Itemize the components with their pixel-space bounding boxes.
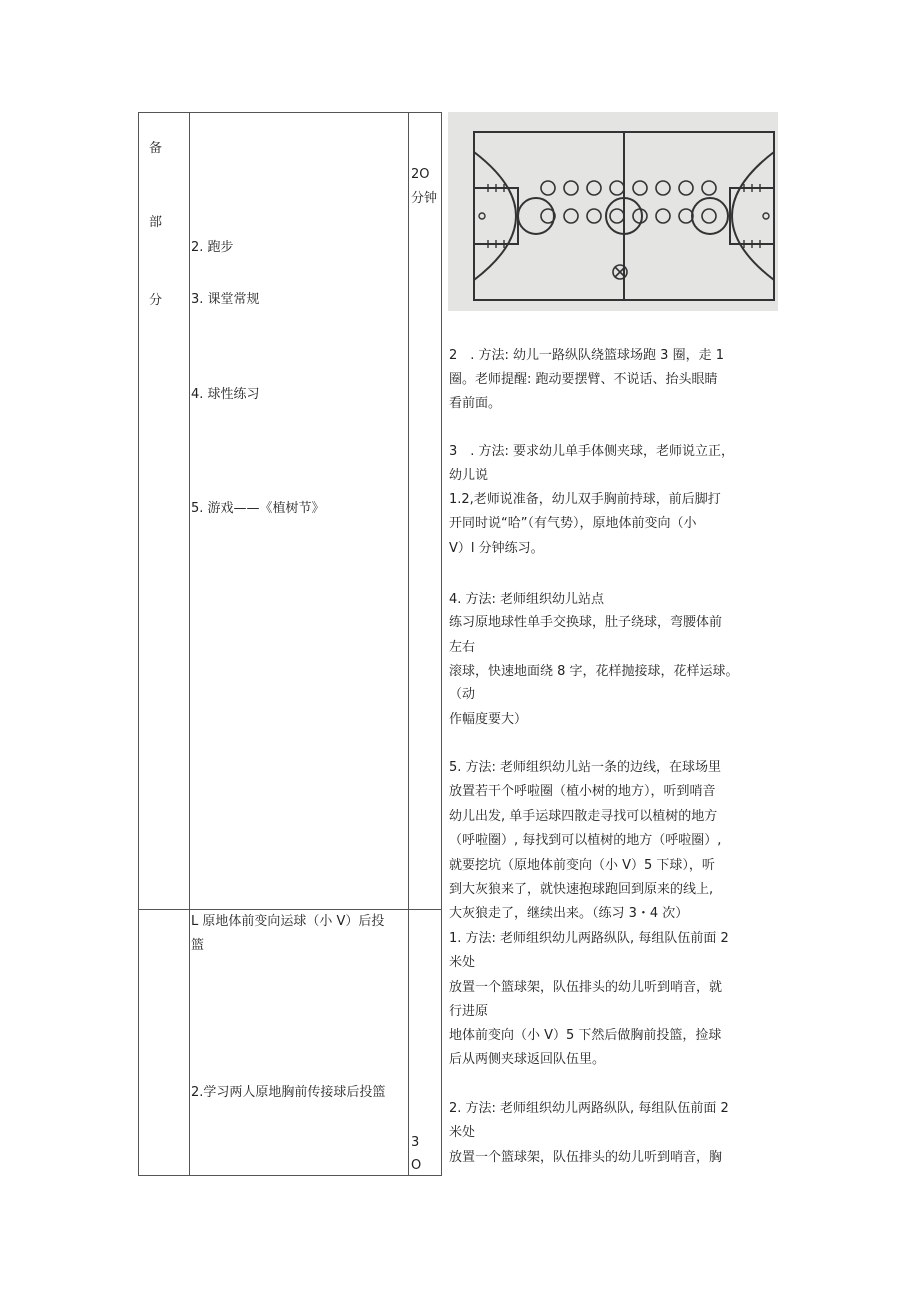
method-line: 大灰狼走了，继续出来。（练习 3・4 次） [449, 906, 689, 921]
method-line: （呼啦圈）, 每找到可以植树的地方（呼啦圈）, [449, 833, 722, 848]
method-line: 作幅度要大） [449, 712, 528, 727]
method-line: 到大灰狼来了，就快速抱球跑回到原来的线上, [449, 882, 714, 897]
table-border-col3 [408, 112, 409, 1176]
duration-value: 2O [411, 167, 430, 182]
item-class-routine: 3. 课堂常规 [191, 292, 260, 307]
section-label-char: 分 [149, 293, 163, 308]
method-line: 放置一个篮球架，队伍排头的幼儿听到哨音，就 [449, 980, 723, 995]
section-label-char: 备 [149, 141, 163, 156]
item-running: 2. 跑步 [191, 240, 234, 255]
method-line: 米处 [449, 1125, 476, 1140]
method-line: 圈。老师提醒: 跑动要摆臂、不说话、抬头眼睛 [449, 372, 718, 387]
table-border-left [138, 112, 139, 1176]
method-line: 行进原 [449, 1004, 489, 1019]
basketball-court-diagram [448, 112, 778, 311]
method-line: 2 . 方法: 幼儿一路纵队绕篮球场跑 3 圈，走 1 [449, 348, 724, 363]
method-line: 幼儿出发, 单手运球四散走寻找可以植树的地方 [449, 809, 718, 824]
item-ball-practice: 4. 球性练习 [191, 387, 260, 402]
method-line: 开同时说“哈”（有气势），原地体前变向（小 [449, 516, 697, 531]
table-border-bottom [138, 1175, 442, 1176]
method-line: 3 . 方法: 要求幼儿单手体侧夹球，老师说立正， [449, 444, 735, 459]
item-pass-shoot: 2.学习两人原地胸前传接球后投篮 [191, 1085, 386, 1100]
table-row-divider [138, 909, 442, 910]
table-border-col2 [189, 112, 190, 1176]
duration-value-2b: O [411, 1158, 422, 1173]
method-line: 放置一个篮球架，队伍排头的幼儿听到哨音，胸 [449, 1150, 723, 1165]
method-line: 地体前变向（小 V）5 下然后做胸前投篮，捡球 [449, 1028, 722, 1043]
section-label-char: 部 [149, 215, 163, 230]
method-line: 放置若干个呼啦圈（植小树的地方），听到哨音 [449, 784, 716, 799]
method-line: 5. 方法: 老师组织幼儿站一条的边线，在球场里 [449, 760, 722, 775]
method-line: 看前面。 [449, 396, 502, 411]
method-line: 2. 方法: 老师组织幼儿两路纵队, 每组队伍前面 2 [449, 1101, 729, 1116]
duration-unit: 分钟 [411, 191, 438, 206]
duration-value-2: 3 [411, 1135, 420, 1150]
method-line: 左右 [449, 640, 476, 655]
method-line: 米处 [449, 955, 476, 970]
method-line: 练习原地球性单手交换球，肚子绕球，弯腰体前 [449, 615, 723, 630]
item-dribble-shoot-cont: 篮 [191, 938, 205, 953]
method-line: 后从两侧夹球返回队伍里。 [449, 1052, 606, 1067]
item-game: 5. 游戏——《植树节》 [191, 501, 325, 516]
method-line: 幼儿说 [449, 468, 489, 483]
method-line: 滚球，快速地面绕 8 字，花样抛接球，花样运球。 [449, 664, 739, 679]
table-border-top [138, 112, 442, 113]
method-line: 就要挖坑（原地体前变向（小 V）5 下球），听 [449, 858, 715, 873]
item-dribble-shoot: L 原地体前变向运球（小 V）后投 [191, 914, 385, 929]
table-border-col4 [441, 112, 442, 1176]
method-line: V）l 分钟练习。 [449, 541, 544, 556]
method-line: 1.2,老师说准备，幼儿双手胸前持球，前后脚打 [449, 492, 721, 507]
method-line: 4. 方法: 老师组织幼儿站点 [449, 592, 605, 607]
method-line: （动 [449, 687, 476, 702]
method-line: 1. 方法: 老师组织幼儿两路纵队, 每组队伍前面 2 [449, 931, 729, 946]
